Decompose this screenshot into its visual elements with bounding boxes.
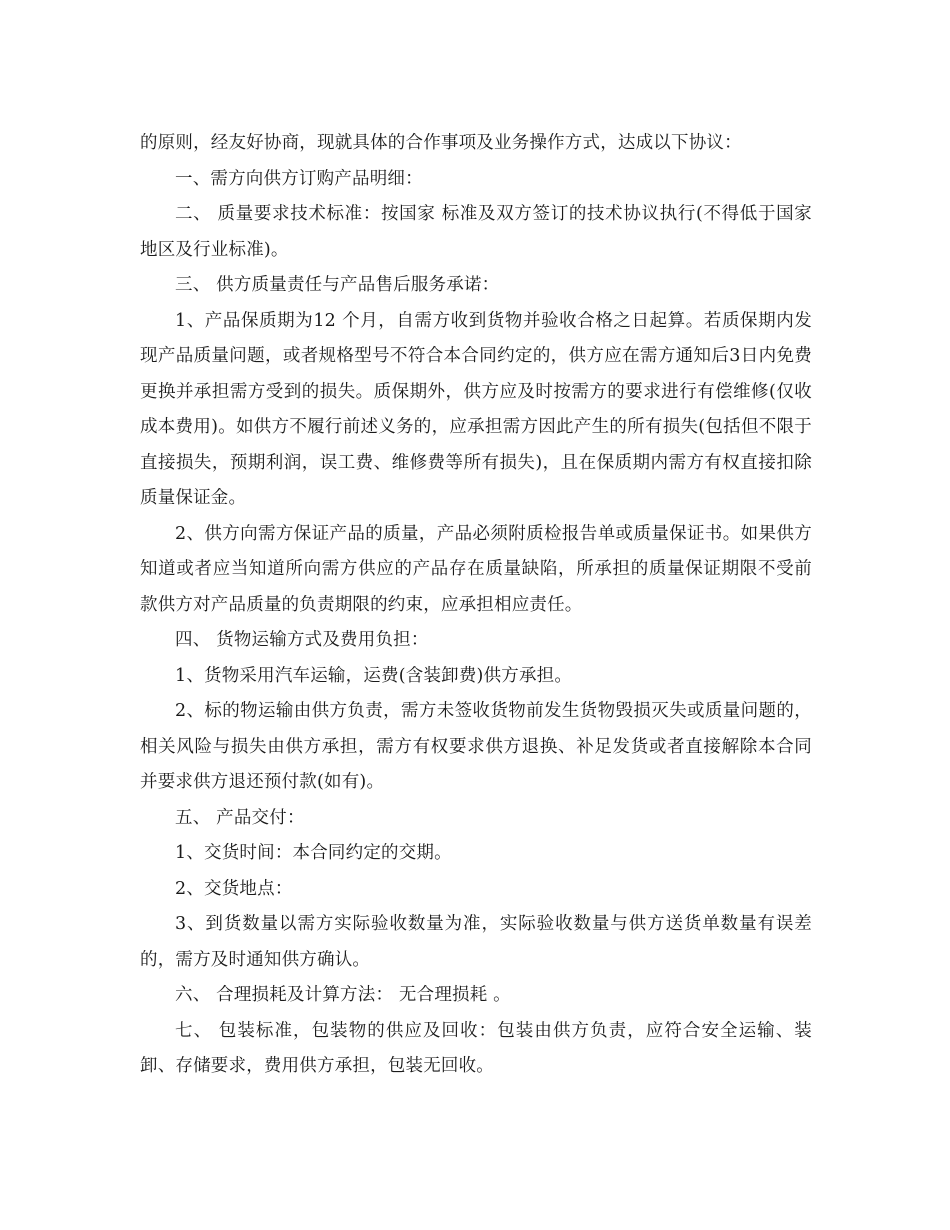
section-3-heading: 三、 供方质量责任与产品售后服务承诺： xyxy=(175,275,500,295)
section-5-clause-1: 1、交货时间：本合同约定的交期。 xyxy=(175,843,452,863)
section-3-clause-2: 2、供方向需方保证产品的质量，产品必须附质检报告单或质量保证书。如果供方知道或者应当知道所向需方供应的产品存在质量缺陷，所承担的质量保证期限不受前款供方对产品质量的负责期限的约束，应承担相应责任。 xyxy=(140,523,812,615)
section-4-heading: 四、 货物运输方式及费用负担： xyxy=(175,630,429,650)
section-5-clause-3: 3、到货数量以需方实际验收数量为准，实际验收数量与供方送货单数量有误差的，需方及时通知供方确认。 xyxy=(140,914,812,970)
document-body xyxy=(140,126,812,1085)
section-4-clause-2: 2、标的物运输由供方负责，需方未签收货物前发生货物毁损灭失或质量问题的，相关风险与损失由供方承担，需方有权要求供方退换、补足发货或者直接解除本合同并要求供方退还预付款(如有)。 xyxy=(140,701,812,792)
section-6-loss: 六、 合理损耗及计算方法： 无合理损耗 。 xyxy=(175,985,511,1005)
section-1-heading: 一、需方向供方订购产品明细： xyxy=(175,168,423,189)
section-5-heading: 五、 产品交付： xyxy=(175,807,305,828)
section-3-clause-1: 1、产品保质期为12 个月，自需方收到货物并验收合格之日起算。若质保期内发现产品质量问题，或者规格型号不符合本合同约定的，供方应在需方通知后3日内免费更换并承担需方受到的损失。质保期外，供方应及时按需方的要求进行有偿维修(仅收成本费用)。如供方不履行前述义务的，应承担需方因此产生的所有损失(包括但不限于直接损失，预期利润，误工费、维修费等所有损失)，且在保质期内需方有权直接扣除质量保证金。 xyxy=(140,310,812,508)
section-2-quality-standard: 二、 质量要求技术标准：按国家 标准及双方签订的技术协议执行(不得低于国家地区及行业标准)。 xyxy=(140,204,812,260)
paragraph-continuation: 的原则，经友好协商，现就具体的合作事项及业务操作方式，达成以下协议： xyxy=(140,133,742,153)
section-5-clause-2: 2、交货地点： xyxy=(175,878,293,899)
section-7-packaging: 七、 包装标准，包装物的供应及回收：包装由供方负责，应符合安全运输、装卸、存储要求，费用供方承担，包装无回收。 xyxy=(140,1020,812,1076)
section-4-clause-1: 1、货物采用汽车运输，运费(含装卸费)供方承担。 xyxy=(175,665,573,686)
